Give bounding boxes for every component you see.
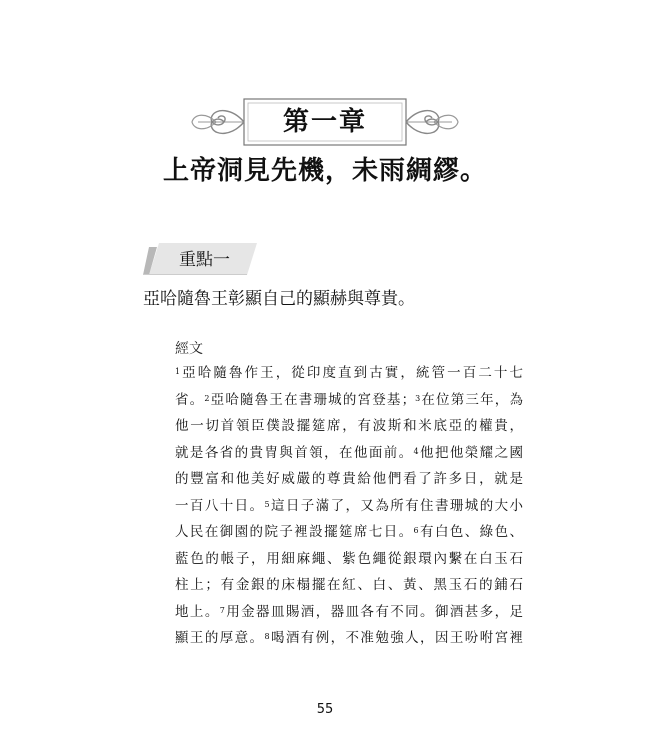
scripture-line bbox=[175, 440, 523, 467]
verse-text: 人民在御園的院子裡設擺筵席七日。 bbox=[175, 524, 414, 540]
page-number: 55 bbox=[316, 702, 334, 717]
scripture-line bbox=[175, 493, 523, 520]
verse-text: 在位第三年，為 bbox=[420, 391, 523, 408]
verse-text: 一百八十日。 bbox=[175, 497, 265, 514]
scripture-line bbox=[175, 519, 523, 546]
verse-number: 2 bbox=[204, 393, 210, 403]
verse-text: 柱上；有金銀的床榻擺在紅、白、黃、黑玉石的鋪石 bbox=[175, 577, 523, 593]
chapter-title: 第一章 bbox=[282, 107, 367, 137]
scripture-line bbox=[175, 360, 523, 387]
verse-number: 8 bbox=[264, 632, 270, 641]
verse-text: 就是各省的貴冑與首領，在他面前。 bbox=[175, 444, 414, 461]
main-title: 上帝洞見先機，未雨綢繆。 bbox=[162, 156, 487, 186]
scripture-line bbox=[175, 466, 523, 493]
verse-text: 用金器皿賜酒，器皿各有不同。御酒甚多，足 bbox=[224, 603, 524, 620]
verse-number: 5 bbox=[264, 499, 270, 509]
verse-text: 地上。 bbox=[175, 603, 220, 620]
verse-text: 他把他榮耀之國 bbox=[418, 444, 524, 461]
verse-number: 7 bbox=[219, 605, 225, 615]
verse-text: 這日子滿了，又為所有住書珊城的大小 bbox=[269, 497, 524, 514]
verse-text: 顯王的厚意。 bbox=[175, 630, 265, 646]
verse-text: 的豐富和他美好威嚴的尊貴給他們看了許多日，就是 bbox=[175, 471, 523, 487]
verse-text: 亞哈隨魯王在書珊城的宮登基； bbox=[209, 391, 416, 408]
scripture-line bbox=[175, 625, 523, 652]
verse-text: 喝酒有例，不准勉強人，因王吩咐宮裡 bbox=[269, 630, 524, 646]
verse-number: 4 bbox=[413, 446, 419, 456]
scripture-line bbox=[175, 572, 523, 599]
scripture-body bbox=[175, 360, 523, 652]
verse-text: 藍色的帳子，用細麻繩、紫色繩從銀環內繫在白玉石 bbox=[175, 550, 523, 567]
verse-text: 他一切首領臣僕設擺筵席，有波斯和米底亞的權貴， bbox=[175, 418, 523, 434]
verse-number: 3 bbox=[415, 393, 421, 403]
key-point-label: 重點一 bbox=[179, 250, 230, 270]
scripture-line bbox=[175, 387, 523, 414]
verse-text: 省。 bbox=[175, 391, 205, 408]
chapter-banner bbox=[186, 94, 464, 150]
verse-number: 1 bbox=[175, 367, 181, 376]
scripture-line bbox=[175, 546, 523, 573]
scripture-label: 經文 bbox=[175, 341, 203, 357]
key-point-tab bbox=[143, 243, 257, 275]
verse-text: 有白色、綠色、 bbox=[418, 524, 524, 540]
key-point-text: 亞哈隨魯王彰顯自己的顯赫與尊貴。 bbox=[143, 289, 415, 309]
scripture-line bbox=[175, 413, 523, 440]
verse-text: 亞哈隨魯作王，從印度直到古實，統管一百二十七 bbox=[180, 365, 523, 381]
verse-number: 6 bbox=[413, 526, 419, 535]
scripture-line bbox=[175, 599, 523, 626]
